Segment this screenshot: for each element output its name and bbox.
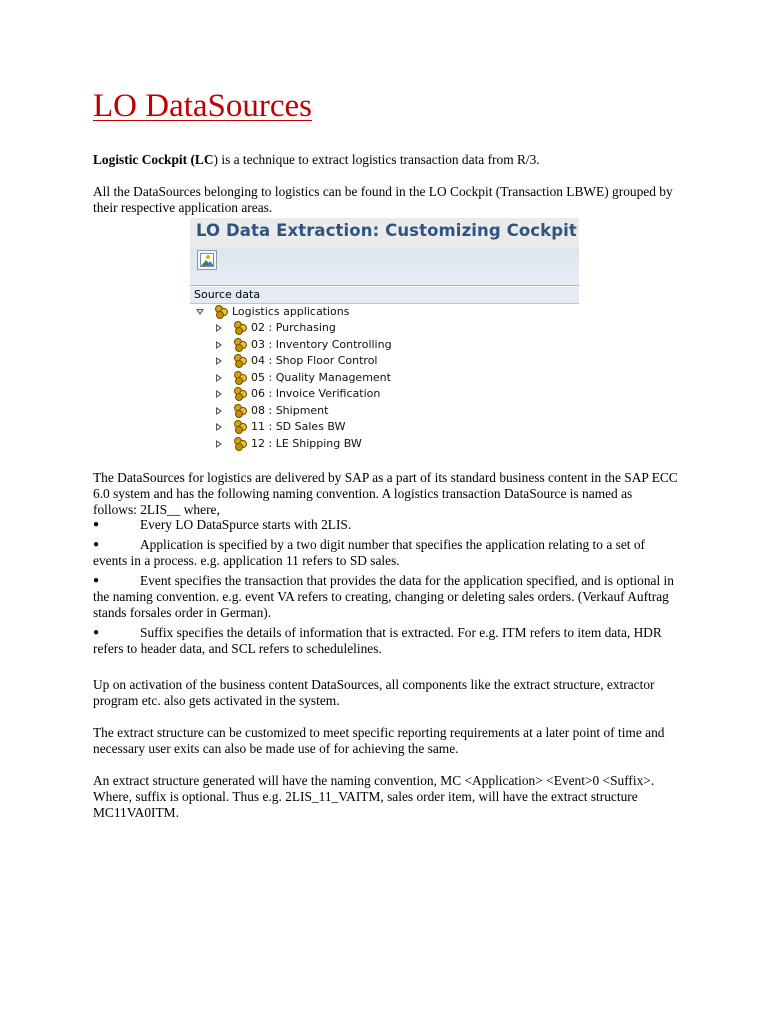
bullet-text: Application is specified by a two digit number that specifies the application relating to a set of events in a process. e.g. application 11 refers to SD sales. [93,537,645,568]
sap-column-header [190,287,579,304]
page-title: LO DataSources [93,88,313,124]
tree-node-item[interactable] [190,337,579,353]
bullet-icon: ● [93,575,100,586]
sap-window-title: LO Data Extraction: Customizing Cockpit [196,221,577,240]
expand-triangle-icon[interactable] [216,423,222,431]
bullet-item [93,517,678,533]
tree-node-root[interactable] [190,304,579,320]
expand-triangle-icon[interactable] [216,357,222,365]
paragraph-activation: Up on activation of the business content DataSources, all components like the extract structure, extractor program etc. also gets activated in the system. [93,677,655,708]
tree-node-item[interactable] [190,403,579,419]
tree-node-label: 03 : Inventory Controlling [251,337,392,351]
bullet-item [93,573,678,621]
app-component-icon [234,354,248,368]
app-component-icon [234,420,248,434]
sap-window-header [190,218,579,248]
column-header-label: Source data [194,288,261,301]
expand-triangle-icon[interactable] [216,374,222,382]
tree-node-item[interactable] [190,370,579,386]
app-component-icon [234,387,248,401]
bullet-text: Suffix specifies the details of information that is extracted. For e.g. ITM refers to item data, HDR refers to header data, and SCL refers to schedulelines. [93,625,662,656]
term-close-paren: ) [213,152,218,167]
tree-node-label: 04 : Shop Floor Control [251,354,378,367]
tree-node-item[interactable] [190,386,579,402]
bullet-item [93,625,678,657]
app-component-icon [234,338,248,352]
bullet-icon: ● [93,627,100,638]
paragraph-extract-structure: An extract structure generated will have the naming convention, MC <Application> <Event>0 <Suffix>. Where, suffix is optional. Thus e.g. 2LIS_11_VAITM, sales order item, will have the extract structure MC11VA0ITM. [93,773,655,820]
app-component-icon [234,404,248,418]
intro-rest: is a technique to extract logistics transaction data from R/3. [218,152,540,167]
app-component-icon [215,305,229,319]
sap-cockpit-screenshot [190,218,579,452]
expand-triangle-icon[interactable] [216,324,222,332]
expand-triangle-icon[interactable] [216,341,222,349]
term-logistic-cockpit: Logistic Cockpit (LC [93,152,214,167]
bullet-item [93,537,678,569]
tree-node-label: 12 : LE Shipping BW [251,436,362,450]
bullet-icon: ● [93,519,100,530]
bullet-text: Event specifies the transaction that provides the data for the application specified, and is optional in the naming convention. e.g. event VA refers to creating, changing or deleting sales orders. (Verkauf Auftrag stands forsales order in German). [93,573,674,620]
tree-node-label: Logistics applications [232,305,350,318]
bullet-text: Every LO DataSpurce starts with 2LIS. [140,517,352,532]
tree-node-item[interactable] [190,436,579,452]
image-icon[interactable] [197,250,217,270]
paragraph-naming-convention: The DataSources for logistics are delivered by SAP as a part of its standard business content in the SAP ECC 6.0 system and has the following naming convention. A logistics transaction DataSource is named as follows: 2LIS__ where, [93,470,678,517]
app-component-icon [234,437,248,451]
tree-node-item[interactable] [190,419,579,435]
tree-node-label: 06 : Invoice Verification [251,387,381,400]
sap-toolbar [190,248,579,288]
tree-node-label: 02 : Purchasing [251,321,336,334]
app-component-icon [234,371,248,385]
app-component-icon [234,321,248,335]
tree-node-label: 08 : Shipment [251,403,329,417]
bullet-icon: ● [93,539,100,550]
paragraph-customization: The extract structure can be customized to meet specific reporting requirements at a later point of time and necessary user exits can also be made use of for achieving the same. [93,725,665,756]
tree-node-item[interactable] [190,320,579,336]
tree-node-label: 05 : Quality Management [251,370,391,384]
paragraph-lo-cockpit: All the DataSources belonging to logistics can be found in the LO Cockpit (Transaction LBWE) grouped by their respective application areas. [93,184,673,215]
tree-node-item[interactable] [190,353,579,369]
expand-triangle-icon[interactable] [216,407,222,415]
tree-node-label: 11 : SD Sales BW [251,420,346,433]
expand-triangle-icon[interactable] [216,390,222,398]
collapse-triangle-icon[interactable] [196,309,204,315]
expand-triangle-icon[interactable] [216,440,222,448]
paragraph-intro [93,152,678,168]
